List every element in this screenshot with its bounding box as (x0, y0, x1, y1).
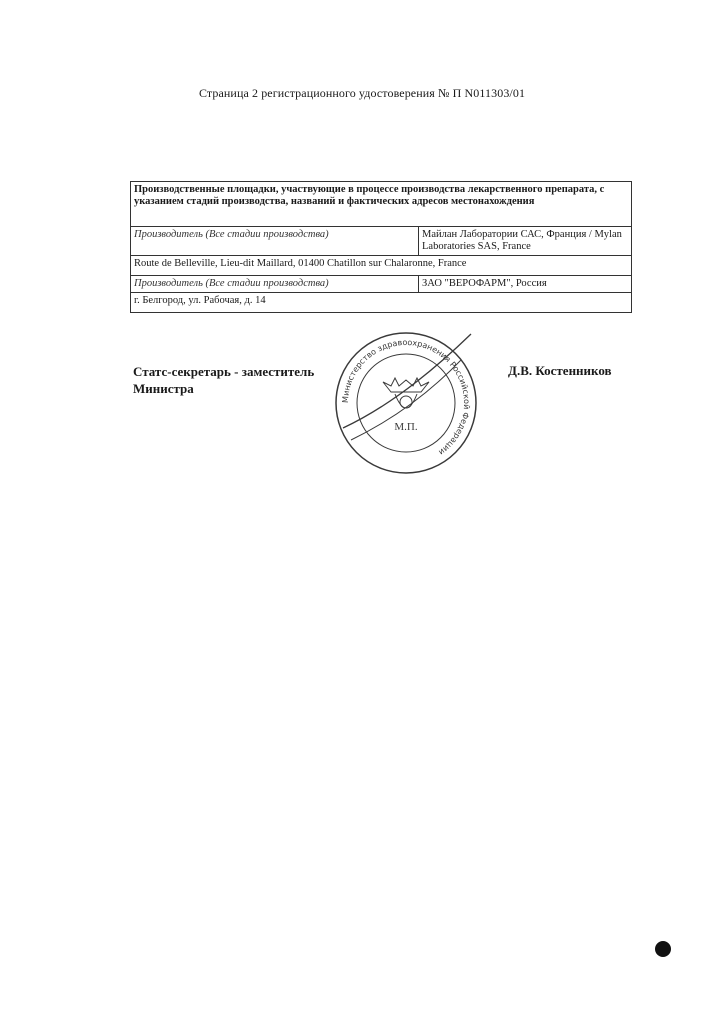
eagle-emblem-icon (383, 378, 429, 408)
seal-center-text: М.П. (394, 421, 418, 433)
manufacturer-name: ЗАО "ВЕРОФАРМ", Россия (419, 276, 632, 293)
manufacturer-role: Производитель (Все стадии производства) (131, 276, 419, 293)
manufacturer-role: Производитель (Все стадии производства) (131, 227, 419, 256)
manufacturer-name: Майлан Лаборатории САС, Франция / Mylan Laboratories SAS, France (419, 227, 632, 256)
signatory-name: Д.В. Костенников (508, 363, 612, 378)
seal-ring-text: Министерство здравоохранения Российской Федерации (340, 337, 472, 457)
position-line: Министра (133, 381, 194, 396)
position-line: Статс-секретарь - заместитель (133, 364, 315, 379)
page-header: Страница 2 регистрационного удостоверения № П N011303/01 (198, 86, 526, 100)
table-title: Производственные площадки, участвующие в процессе производства лекарственного препарата, с указанием стадий производства, названий и фактических адресов местонахождения (131, 182, 632, 227)
production-sites-table (130, 181, 632, 313)
signatory-position (133, 363, 314, 397)
bullet-mark-icon (655, 941, 671, 957)
manufacturer-address: г. Белгород, ул. Рабочая, д. 14 (131, 293, 632, 313)
manufacturer-address: Route de Belleville, Lieu-dit Maillard, 01400 Chatillon sur Chalaronne, France (131, 256, 632, 276)
official-seal-icon (333, 330, 479, 476)
